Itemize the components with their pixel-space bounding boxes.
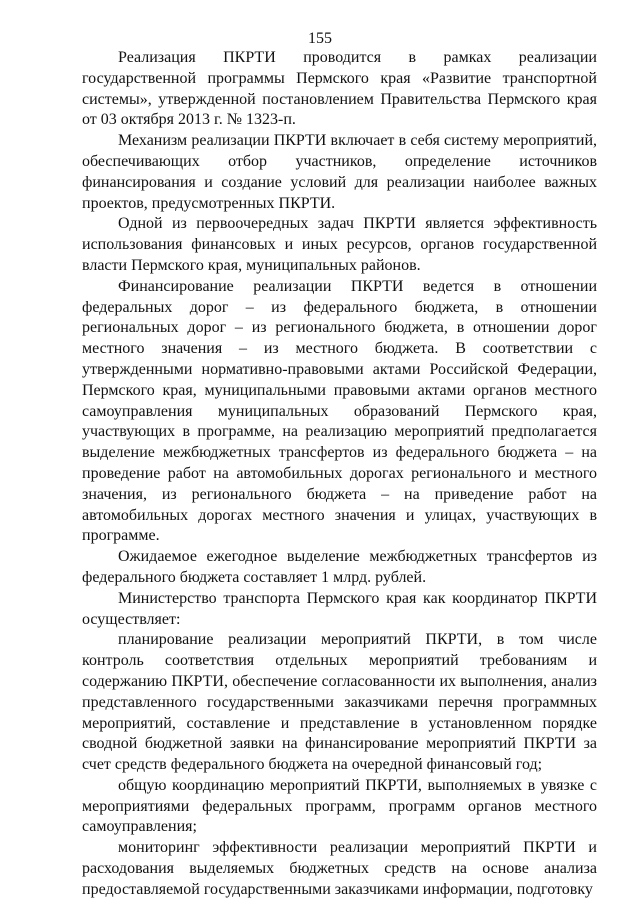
paragraph-priority-task: Одной из первоочередных задач ПКРТИ является эффективность использования финансовых и иных ресурсов, органов государственной власти Пермского края, муниципальных районов.: [82, 215, 597, 274]
list-item-monitoring: мониторинг эффективности реализации мероприятий ПКРТИ и расходования выделяемых бюджетных средств на основе анализа предоставляемой государственными заказчиками информации, подготовку: [82, 839, 597, 898]
paragraph-mechanism: Механизм реализации ПКРТИ включает в себя систему мероприятий, обеспечивающих отбор участников, определение источников финансирования и создание условий для реализации наиболее важных проектов, предусмотренных ПКРТИ.: [82, 132, 597, 212]
document-body: [82, 48, 597, 901]
page-number: 155: [308, 30, 332, 47]
paragraph-expected-transfers: Ожидаемое ежегодное выделение межбюджетных трансфертов из федерального бюджета составляет 1 млрд. рублей.: [82, 548, 597, 586]
list-item-planning: планирование реализации мероприятий ПКРТИ, в том числе контроль соответствия отдельных мероприятий требованиям и содержанию ПКРТИ, обеспечение согласованности их выполнения, анализ представленного государственными заказчиками перечня программных мероприятий, составление и представление в установленном порядке сводной бюджетной заявки на финансирование мероприятий ПКРТИ за счет средств федерального бюджета на очередной финансовый год;: [82, 631, 597, 774]
paragraph-financing: Финансирование реализации ПКРТИ ведется в отношении федеральных дорог – из федерального бюджета, в отношении региональных дорог – из регионального бюджета, в отношении дорог местного значения – из местного бюджета. В соответствии с утвержденными нормативно-правовыми актами Российской Федерации, Пермского края, муниципальными правовыми актами органов местного самоуправления муниципальных образований Пермского края, участвующих в программе, на реализацию мероприятий предполагается выделение межбюджетных трансфертов из федерального бюджета – на проведение работ на автомобильных дорогах регионального и местного значения, из регионального бюджета – на приведение работ на автомобильных дорогах местного значения и улицах, участвующих в программе.: [82, 277, 597, 545]
paragraph-ministry-role: Министерство транспорта Пермского края как координатор ПКРТИ осуществляет:: [82, 589, 597, 628]
list-item-coordination: общую координацию мероприятий ПКРТИ, выполняемых в увязке с мероприятиями федеральных программ, программ органов местного самоуправления;: [82, 776, 597, 836]
paragraph-program-basis: Реализация ПКРТИ проводится в рамках реализации государственной программы Пермского края «Развитие транспортной системы», утвержденной постановлением Правительства Пермского края от 03 октября 2013 г. № 1323-п.: [82, 49, 597, 129]
